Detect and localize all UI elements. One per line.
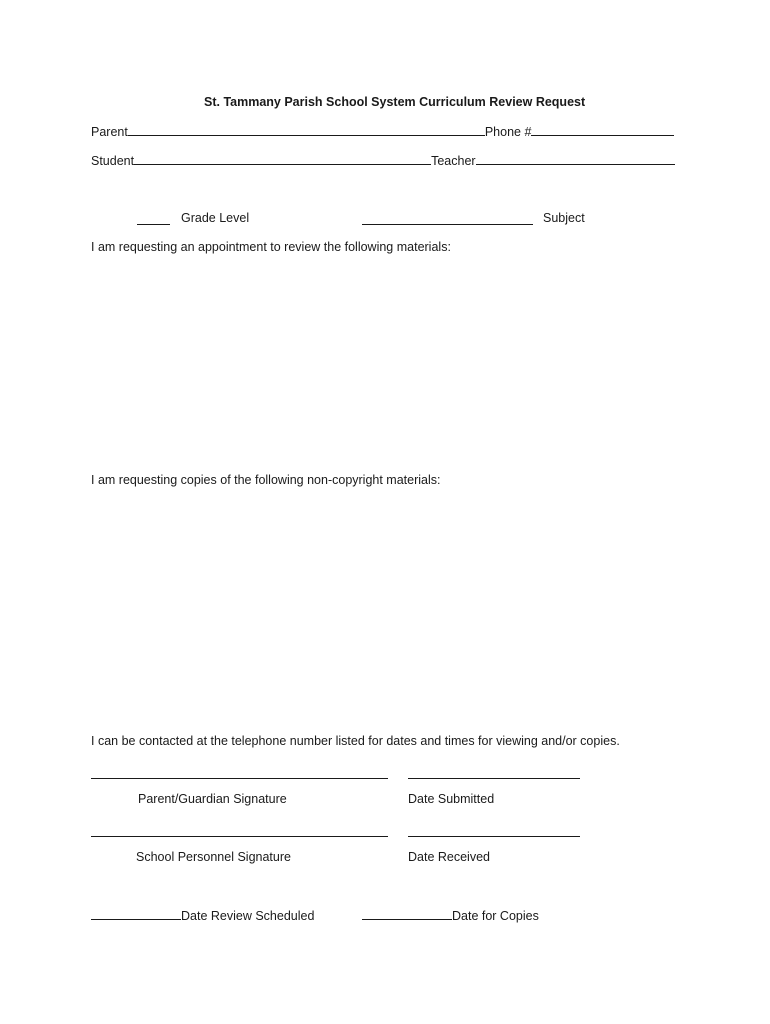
subject-label: Subject (543, 211, 585, 225)
teacher-field[interactable] (476, 152, 675, 165)
teacher-label: Teacher (431, 154, 476, 168)
parent-field[interactable] (128, 123, 485, 136)
copies-materials-area[interactable] (91, 495, 681, 725)
date-copies-label: Date for Copies (452, 909, 539, 923)
student-teacher-row (91, 152, 675, 169)
date-submitted-line[interactable] (408, 778, 580, 779)
phone-label: Phone # (484, 125, 532, 139)
review-request-statement: I am requesting an appointment to review the following materials: (91, 240, 451, 254)
date-review-row (91, 907, 314, 924)
subject-field[interactable] (362, 212, 533, 225)
school-signature-label: School Personnel Signature (136, 850, 291, 864)
school-signature-line[interactable] (91, 836, 388, 837)
parent-signature-label: Parent/Guardian Signature (138, 792, 287, 806)
review-materials-area[interactable] (91, 262, 681, 462)
student-label: Student (91, 154, 135, 168)
parent-signature-line[interactable] (91, 778, 388, 779)
grade-level-label: Grade Level (181, 211, 250, 225)
date-submitted-label: Date Submitted (408, 792, 495, 806)
student-field[interactable] (134, 152, 431, 165)
date-review-label: Date Review Scheduled (181, 909, 315, 923)
date-received-line[interactable] (408, 836, 580, 837)
phone-field[interactable] (531, 123, 674, 136)
date-copies-field[interactable] (362, 907, 452, 920)
grade-level-field[interactable] (137, 212, 170, 225)
contact-statement: I can be contacted at the telephone number listed for dates and times for viewing and/or copies. (91, 734, 620, 748)
parent-label: Parent (91, 125, 128, 139)
date-received-label: Date Received (408, 850, 490, 864)
date-copies-row (362, 907, 539, 924)
copies-request-statement: I am requesting copies of the following non-copyright materials: (91, 473, 441, 487)
parent-phone-row (91, 123, 674, 140)
form-title: St. Tammany Parish School System Curriculum Review Request (204, 95, 586, 109)
date-review-field[interactable] (91, 907, 181, 920)
